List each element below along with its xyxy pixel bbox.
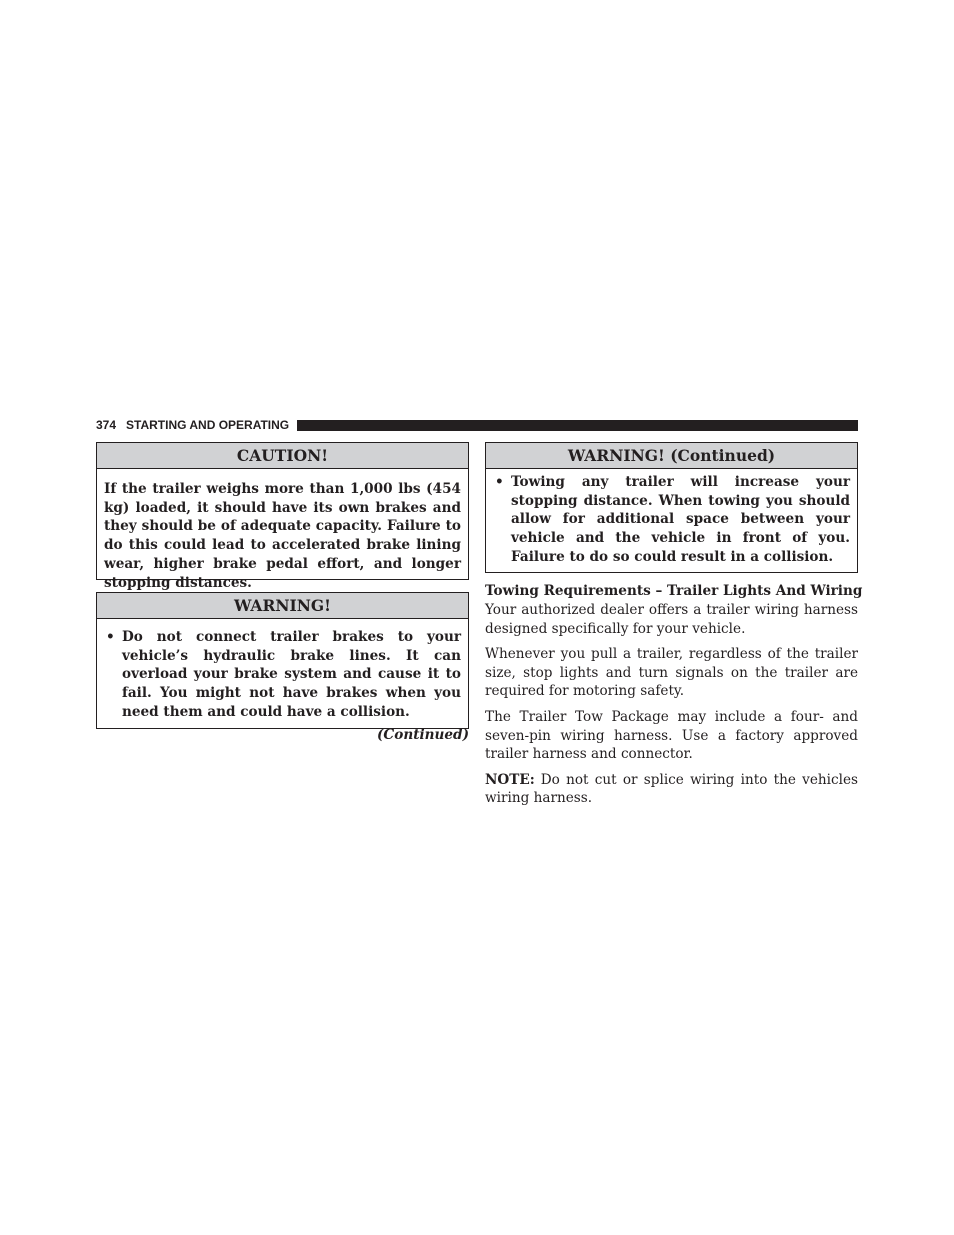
caution-text: If the trailer weighs more than 1,000 lbs (454 kg) loaded, it should have its own brakes and they should be of adequate capacity. Failure to do this could lead to accelerated brake lining wear, higher brake pedal effort, and longer stopping distances. [104, 481, 461, 591]
paragraph: Your authorized dealer offers a trailer wiring harness designed specifically for your vehicle. [485, 602, 858, 637]
warning-box [96, 592, 469, 729]
warning-item-text: Do not connect trailer brakes to your vehicle’s hydraulic brake lines. It can overload your brake system and cause it to fail. You might not have brakes when you need them and could have a collision. [122, 629, 461, 720]
caution-box [96, 442, 469, 591]
continued-label: (Continued) [377, 727, 469, 743]
list-item [104, 628, 461, 722]
section-heading: Towing Requirements – Trailer Lights And Wiring [485, 583, 863, 599]
warning-continued-item-text: Towing any trailer will increase your stopping distance. When towing you should allow for additional space between your vehicle and the vehicle in front of you. Failure to do so could result in a collision. [511, 474, 850, 565]
caution-title: CAUTION! [97, 443, 468, 469]
towing-section [485, 582, 863, 815]
bullet-icon: • [106, 629, 115, 645]
paragraph: Whenever you pull a trailer, regardless of the trailer size, stop lights and turn signals on the trailer are required for motoring safety. [485, 646, 858, 700]
note-text: Do not cut or splice wiring into the vehicles wiring harness. [485, 771, 858, 807]
page-header [96, 417, 858, 433]
header-rule [297, 420, 858, 431]
section-title: STARTING AND OPERATING [126, 418, 290, 432]
page-number: 374 [96, 418, 117, 432]
note-label: NOTE: [485, 771, 535, 788]
warning-title: WARNING! [97, 593, 468, 619]
bullet-icon: • [495, 474, 504, 490]
warning-continued-box [485, 442, 858, 573]
paragraph: The Trailer Tow Package may include a four- and seven-pin wiring harness. Use a factory approved trailer harness and connector. [485, 708, 858, 763]
note-paragraph [485, 771, 858, 808]
warning-continued-title: WARNING! (Continued) [486, 443, 857, 469]
list-item [493, 473, 850, 567]
